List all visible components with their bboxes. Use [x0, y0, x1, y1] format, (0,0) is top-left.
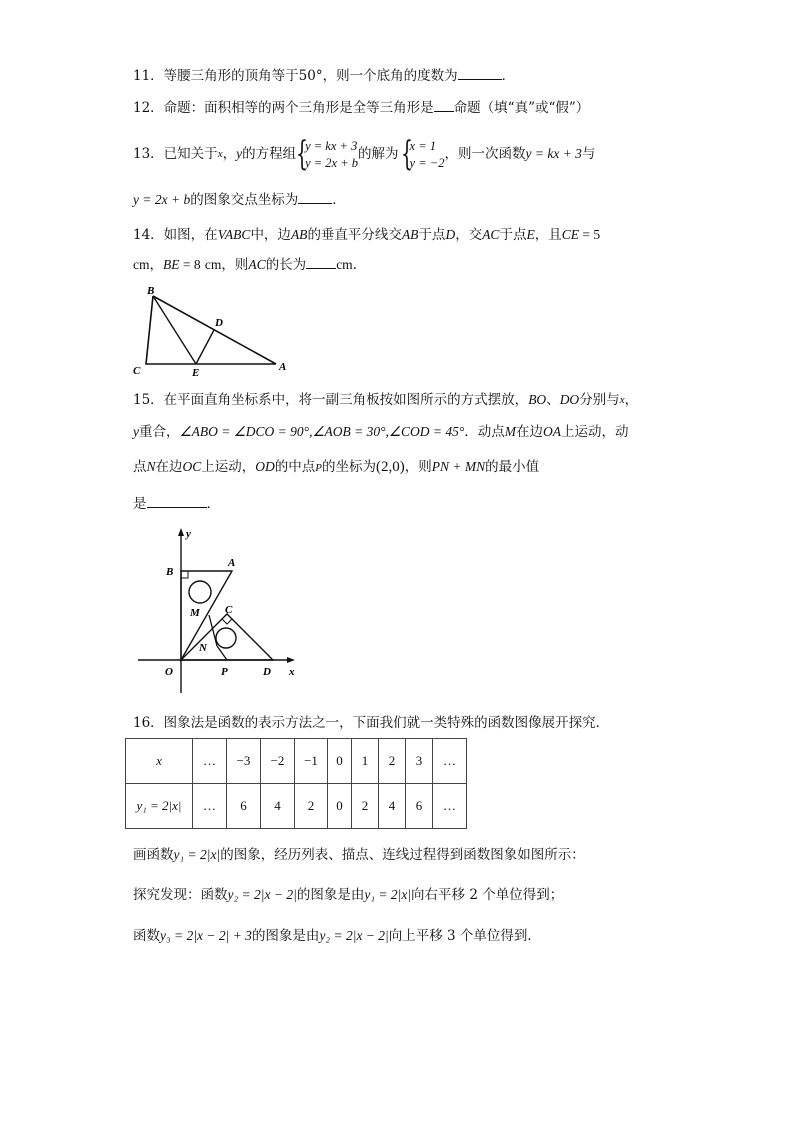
label-o: O [165, 666, 173, 678]
table-cell: … [433, 739, 467, 784]
table-cell: 4 [379, 784, 406, 829]
table-cell: 3 [406, 739, 433, 784]
unit-cm: cm [204, 257, 222, 272]
q16-text: 向上平移 3 个单位得到． [388, 928, 541, 944]
table-cell: … [433, 784, 467, 829]
table-row [126, 784, 467, 829]
q15-text: 的最小值 [485, 459, 540, 475]
question-15-line2 [133, 423, 629, 441]
q12-text: 12．命题：面积相等的两个三角形是全等三角形是 [133, 100, 434, 116]
table-cell: x [126, 739, 193, 784]
label-p: P [221, 666, 228, 678]
point-e: E [526, 227, 535, 242]
seg-be: BE [163, 257, 180, 272]
q16-paragraph-2 [133, 886, 563, 904]
coordinate-p: (2,0) [376, 459, 405, 475]
q13-text: 与 [581, 146, 596, 162]
question-12 [133, 99, 589, 117]
unit-cm: cm [336, 257, 353, 272]
label-a: A [228, 557, 236, 569]
table-cell: y₁ = 2|x| [126, 784, 193, 829]
seg-od: OD [255, 459, 275, 474]
circle-hole-1 [189, 581, 211, 603]
point-n: N [146, 459, 156, 474]
q14-text: 的长为 [265, 257, 307, 273]
q14-text: 的垂直平分线交 [307, 227, 402, 243]
solution-1: x = 1 [409, 138, 437, 153]
q13-text: 的解为 [358, 146, 399, 162]
var-x: x [619, 394, 625, 406]
triangle-abc-shape [146, 296, 276, 364]
q13-text: ，则一次函数 [444, 146, 526, 162]
solution-system: { x = 1 y = −2 [400, 133, 445, 174]
label-a: A [279, 361, 287, 373]
q16-text: 向右平移 2 个单位得到； [411, 887, 564, 903]
q15-end: ． [206, 496, 220, 512]
q13-text: 的方程组 [242, 146, 297, 162]
var-y: y [236, 146, 243, 161]
coordinate-figure [133, 525, 303, 700]
value-ce: = 5 [578, 227, 601, 242]
unit-cm: cm [133, 257, 150, 272]
q16-text: 的图象是由 [251, 928, 320, 944]
table-cell: 2 [379, 739, 406, 784]
q11-end: ． [501, 68, 516, 84]
function-y1: y₁ = 2|x| [173, 847, 221, 862]
table-cell: −2 [261, 739, 295, 784]
seg-ab: AB [401, 227, 419, 242]
table-cell: 2 [295, 784, 328, 829]
question-14-line2 [133, 256, 366, 274]
q15-text: 上运动，动 [561, 424, 629, 440]
question-13-line2 [133, 191, 346, 209]
q15-text: 点 [133, 459, 147, 475]
right-angle-b [181, 571, 188, 578]
q15-text: 分别与 [579, 392, 620, 408]
q16-paragraph-1 [133, 846, 585, 864]
q15-text: 在边 [516, 424, 544, 440]
triangle-abc: VABC [217, 227, 251, 242]
table-cell: 1 [352, 739, 379, 784]
function-y2: y₂ = 2|x − 2| [319, 928, 389, 943]
q13-text: 的图象交点坐标为 [190, 192, 299, 208]
label-c: C [133, 365, 141, 377]
equation-2: y = 2x + b [305, 155, 359, 170]
answer-blank[interactable] [147, 495, 207, 508]
segment-de [196, 330, 214, 364]
triangle-figure [128, 282, 298, 377]
q16-text: 的图象，经历列表、描点、连线过程得到函数图象如图所示： [220, 847, 585, 863]
function-2: y = 2x + b [133, 192, 191, 207]
seg-ac: AC [482, 227, 500, 242]
q16-intro: 16．图象法是函数的表示方法之一，下面我们就一类特殊的函数图像展开探究． [133, 715, 610, 731]
answer-blank[interactable] [298, 191, 332, 204]
function-y1: y₁ = 2|x| [364, 887, 412, 902]
function-y2: y₂ = 2|x − 2| [227, 887, 297, 902]
q13-end: ． [332, 192, 346, 208]
table-cell: … [193, 739, 227, 784]
seg-ab: AB [290, 227, 308, 242]
q13-text: 13．已知关于 [133, 146, 218, 162]
function-1: y = kx + 3 [525, 146, 582, 161]
var-x: x [217, 148, 223, 160]
label-d: D [263, 666, 271, 678]
question-15-line3 [133, 458, 539, 477]
q14-text: ，交 [455, 227, 483, 243]
seg-bo: BO [528, 392, 547, 407]
table-row [126, 739, 467, 784]
q14-text: ，且 [534, 227, 562, 243]
label-b: B [166, 566, 174, 578]
equation-system: { y = kx + 3 y = 2x + b [296, 133, 359, 174]
var-y: y [133, 424, 139, 439]
question-11 [133, 67, 515, 85]
q16-text: 探究发现：函数 [133, 887, 228, 903]
label-d: D [215, 317, 223, 329]
q15-text: 的坐标为 [322, 459, 377, 475]
table-cell: … [193, 784, 227, 829]
q14-text: 中，边 [250, 227, 291, 243]
seg-do: DO [559, 392, 580, 407]
answer-blank[interactable] [306, 256, 336, 269]
label-b: B [147, 285, 155, 297]
q13-sep: ， [222, 146, 237, 162]
label-m: M [190, 607, 200, 619]
question-15-line4 [133, 495, 220, 513]
segment-be [153, 296, 196, 364]
table-cell: 2 [352, 784, 379, 829]
label-x: x [289, 666, 295, 678]
label-n: N [199, 642, 207, 654]
q14-text: ， [149, 257, 163, 273]
answer-blank[interactable] [458, 67, 502, 80]
q15-text: ．动点 [464, 424, 505, 440]
expr-pn-mn: PN + MN [431, 459, 486, 474]
point-p: P [315, 462, 323, 474]
table-cell: 6 [227, 784, 261, 829]
q15-text: 重合， [139, 424, 180, 440]
q14-end: ． [352, 257, 367, 273]
q15-text: 上运动， [201, 459, 256, 475]
table-cell: 0 [328, 739, 352, 784]
q16-text: 函数 [133, 928, 160, 944]
q14-text: 于点 [418, 227, 446, 243]
seg-oa: OA [543, 424, 562, 439]
q15-text: ， [624, 392, 639, 408]
label-y: y [186, 528, 191, 540]
seg-oc: OC [182, 459, 202, 474]
q15-text: ，则 [404, 459, 432, 475]
y-axis-arrow [178, 528, 184, 536]
x-axis-arrow [287, 657, 295, 663]
q16-text: 画函数 [133, 847, 174, 863]
q14-text: 于点 [499, 227, 527, 243]
q16-text: 的图象是由 [296, 887, 365, 903]
label-c: C [225, 604, 233, 616]
function-y3: y₃ = 2|x − 2| + 3 [160, 928, 252, 943]
question-14 [133, 226, 600, 244]
table-cell: 6 [406, 784, 433, 829]
q15-text: 的中点 [274, 459, 316, 475]
table-cell: 0 [328, 784, 352, 829]
q12-end: 命题（填“真”或“假”） [453, 100, 590, 116]
question-15 [133, 391, 638, 409]
seg-ac: AC [248, 257, 266, 272]
label-e: E [192, 367, 200, 377]
q14-text: ，则 [221, 257, 249, 273]
point-m: M [504, 424, 517, 439]
solution-2: y = −2 [409, 155, 445, 170]
q15-text: 在边 [155, 459, 183, 475]
question-16 [133, 714, 609, 732]
value-table [125, 738, 467, 829]
q15-text: 、 [546, 392, 560, 408]
circle-hole-2 [216, 628, 236, 648]
angle-conditions: ∠ABO = ∠DCO = 90°,∠AOB = 30°,∠COD = 45° [179, 424, 465, 439]
table-cell: −3 [227, 739, 261, 784]
answer-blank[interactable] [434, 99, 454, 112]
point-d: D [445, 227, 456, 242]
q16-paragraph-3 [133, 927, 541, 945]
seg-ce: CE [561, 227, 579, 242]
equation-1: y = kx + 3 [305, 138, 358, 153]
table-cell: 4 [261, 784, 295, 829]
table-cell: −1 [295, 739, 328, 784]
question-13 [133, 133, 596, 174]
q15-text: 是 [133, 496, 147, 512]
q14-text: 14．如图，在 [133, 227, 218, 243]
q15-text: 15．在平面直角坐标系中，将一副三角板按如图所示的方式摆放， [133, 392, 529, 408]
q11-text: 11．等腰三角形的顶角等于50°，则一个底角的度数为 [133, 68, 458, 84]
value-be: = 8 [179, 257, 201, 272]
